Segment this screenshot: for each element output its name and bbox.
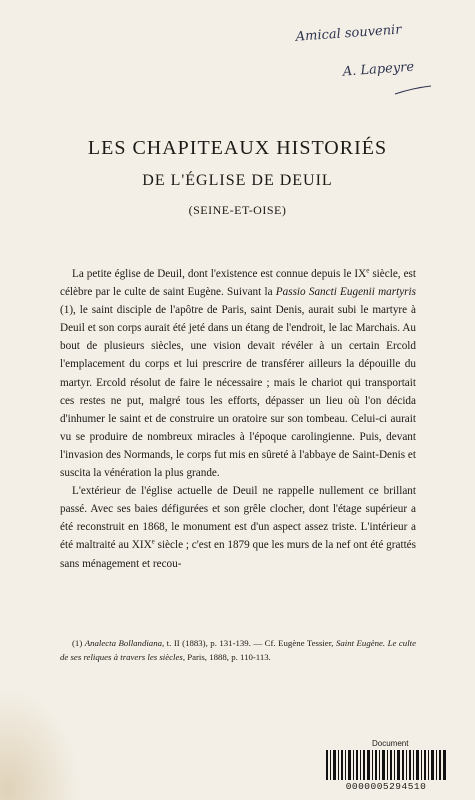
p1-century: IX <box>354 268 367 280</box>
article-region: (SEINE-ET-OISE) <box>188 203 287 217</box>
barcode-label: Document <box>372 739 409 748</box>
p2-text-a: L'extérieur de l'église actuelle de Deuil ne rappelle nullement ce brillant passé. Avec ses baies défigurées et son grêle clocher, dont l'étage supérieur a été reconstruit en 1868, le monument est d'un aspect assez triste. L'intérieur a été maltraité au <box>60 485 416 552</box>
p1-text-a: La petite église de Deuil, dont l'existence est connue depuis le <box>72 268 355 280</box>
footnote-1 <box>60 636 416 664</box>
p1-text-b: siècle, est célèbre par le culte de saint Eugène. Suivant la <box>60 268 416 299</box>
article-subtitle: DE L'ÉGLISE DE DEUIL <box>142 172 333 189</box>
p1-century-sup: e <box>366 266 370 275</box>
footnote <box>60 636 416 664</box>
pen-flourish <box>393 84 433 96</box>
handwritten-dedication <box>201 11 416 101</box>
footnote-text-c: , Paris, 1888, p. 110-113. <box>182 652 271 662</box>
article-body <box>60 265 416 573</box>
barcode-icon <box>326 750 446 780</box>
dedication-line-1: Amical souvenir <box>295 22 402 45</box>
barcode-number: 0000005294510 <box>345 781 427 792</box>
p2-century: XIX <box>131 539 152 552</box>
footnote-italic-1: Analecta Bollandiana <box>84 638 162 648</box>
footnote-italic-2: Saint Eugène. Le culte de ses reliques à travers les siècles <box>60 638 416 662</box>
footnote-marker: (1) <box>72 638 85 648</box>
p1-italic-title: Passio Sancti Eugenii martyris <box>275 286 416 299</box>
dedication-line-2: A. Lapeyre <box>342 59 415 80</box>
paper-stain <box>0 690 80 800</box>
paragraph-1 <box>60 265 416 482</box>
p1-text-c: (1), le saint disciple de l'apôtre de Paris, saint Denis, aurait subi le martyre à Deuil et son corps aurait été jeté dans un étang de l'endroit, le lac Marchais. Au bout de plusieurs siècles, une vision devait révéler à un certain Ercold l'emplacement du corps et lui prescrire de transférer ailleurs la dépouille du martyr. Ercold résolut de faire le nécessaire ; mais le chariot qui transportait ces restes ne put, malgré tous les efforts, dépasser un lieu où l'on décida d'inhumer le saint et de construire un oratoire sur son tombeau. Celui-ci aurait vu se produire de nombreux miracles à l'époque carolingienne. Puis, devant l'invasion des Normands, le corps fut mis en sûreté à l'abbaye de Saint-Denis et suscita la vénération la plus grande. <box>60 304 416 480</box>
p2-text-b: siècle ; c'est en 1879 que les murs de la nef ont été grattés sans ménagement et recou- <box>60 539 417 570</box>
paragraph-2 <box>60 482 416 572</box>
article-title: LES CHAPITEAUX HISTORIÉS <box>87 137 388 159</box>
p2-century-sup: e <box>151 537 155 546</box>
footnote-text-b: , t. II (1883), p. 131-139. — Cf. Eugène Tessier, <box>162 638 336 648</box>
